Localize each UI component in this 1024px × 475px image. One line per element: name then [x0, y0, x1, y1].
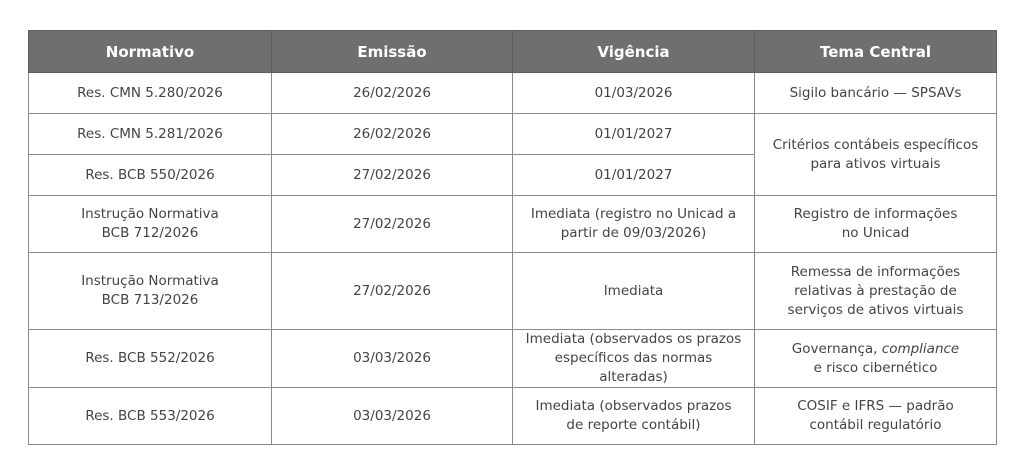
header-row	[29, 31, 997, 73]
cell-emissao: 03/03/2026	[272, 388, 513, 445]
cell-tema	[755, 388, 997, 445]
cell-normativo: Res. BCB 553/2026	[29, 388, 272, 445]
table-row	[29, 114, 997, 155]
cell-normativo-line: Instrução Normativa	[81, 206, 219, 222]
table-row	[29, 73, 997, 114]
cell-tema-line: COSIF e IFRS — padrão	[797, 398, 954, 414]
cell-vigencia-line: Imediata (registro no Unicad a	[530, 206, 737, 222]
cell-vigencia-line: de reporte contábil)	[566, 417, 701, 433]
cell-tema-text: Governança,	[791, 340, 882, 357]
cell-normativo: Res. CMN 5.281/2026	[29, 114, 272, 155]
header-vigencia: Vigência	[513, 31, 755, 73]
cell-tema	[755, 330, 997, 388]
cell-normativo	[29, 196, 272, 253]
table-header	[29, 31, 997, 73]
cell-normativo: Res. BCB 552/2026	[29, 330, 272, 388]
cell-vigencia-line: específicos das normas alteradas)	[554, 350, 713, 385]
cell-vigencia	[513, 330, 755, 388]
cell-tema-emphasis: compliance	[881, 340, 960, 357]
cell-tema	[755, 196, 997, 253]
cell-tema-line	[763, 340, 988, 359]
cell-tema-line: serviços de ativos virtuais	[787, 301, 964, 318]
cell-vigencia: Imediata	[513, 253, 755, 330]
cell-normativo: Res. BCB 550/2026	[29, 155, 272, 196]
table-body	[29, 73, 997, 445]
cell-vigencia: 01/01/2027	[513, 155, 755, 196]
cell-normativo-line: BCB 713/2026	[101, 292, 199, 308]
table-row	[29, 196, 997, 253]
regulations-table	[28, 30, 997, 445]
cell-tema-line: Critérios contábeis específicos	[772, 136, 979, 153]
header-emissao: Emissão	[272, 31, 513, 73]
cell-vigencia	[513, 196, 755, 253]
cell-tema-line: contábil regulatório	[809, 417, 942, 433]
cell-vigencia-line: partir de 09/03/2026)	[560, 225, 707, 241]
cell-tema-line: para ativos virtuais	[810, 155, 941, 172]
cell-tema-line: e risco cibernético	[813, 359, 938, 376]
cell-emissao: 27/02/2026	[272, 155, 513, 196]
header-tema-central: Tema Central	[755, 31, 997, 73]
cell-tema-line: relativas à prestação de	[794, 282, 957, 299]
header-normativo: Normativo	[29, 31, 272, 73]
table-row	[29, 253, 997, 330]
cell-tema: Sigilo bancário — SPSAVs	[755, 73, 997, 114]
cell-vigencia	[513, 388, 755, 445]
cell-tema	[755, 253, 997, 330]
cell-tema-merged	[755, 114, 997, 196]
cell-tema-line: Registro de informações	[793, 206, 958, 222]
cell-emissao: 03/03/2026	[272, 330, 513, 388]
cell-normativo-line: Instrução Normativa	[81, 273, 219, 289]
cell-vigencia-line: Imediata (observados prazos	[535, 398, 732, 414]
cell-normativo	[29, 253, 272, 330]
cell-emissao: 26/02/2026	[272, 114, 513, 155]
cell-emissao: 27/02/2026	[272, 196, 513, 253]
cell-emissao: 26/02/2026	[272, 73, 513, 114]
cell-vigencia: 01/03/2026	[513, 73, 755, 114]
cell-normativo-line: BCB 712/2026	[101, 225, 199, 241]
cell-normativo: Res. CMN 5.280/2026	[29, 73, 272, 114]
table-row	[29, 330, 997, 388]
cell-vigencia-line: Imediata (observados os prazos	[525, 331, 742, 347]
cell-vigencia: 01/01/2027	[513, 114, 755, 155]
cell-tema-line: no Unicad	[841, 225, 910, 241]
cell-tema-line: Remessa de informações	[790, 263, 961, 280]
cell-emissao: 27/02/2026	[272, 253, 513, 330]
table-row	[29, 388, 997, 445]
